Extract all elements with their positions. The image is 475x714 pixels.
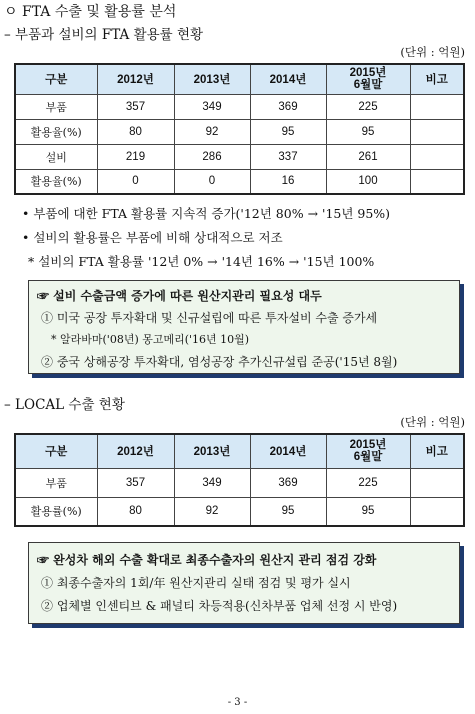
col-category: 구분 [15,434,97,468]
callout-title: ☞ 완성차 해외 수출 확대로 최종수출자의 원산지 관리 점검 강화 [37,553,377,567]
page-heading: ㅇ FTA 수출 및 활용률 분석 [4,4,177,20]
table-row: 활용률(%) 80 92 95 95 [15,497,464,526]
table-row: 부품 357 349 369 225 [15,94,464,119]
callout-note: * 알라바마('08년) 몽고메리('16년 10월) [51,333,250,346]
callout-title: ☞ 설비 수출금액 증가에 따른 원산지관리 필요성 대두 [37,289,322,303]
note-equipment-rate: * 설비의 FTA 활용률 '12년 0% → '14년 16% → '15년 100% [28,254,375,269]
callout-item: ① 미국 공장 투자확대 및 신규설립에 따른 투자설비 수출 증가세 [41,311,378,325]
page-number: - 3 - [227,697,248,708]
col-2015: 2015년 6월말 [326,434,410,468]
col-2012: 2012년 [97,434,174,468]
bullet-equipment-low: • 설비의 활용률은 부품에 비해 상대적으로 저조 [22,230,283,245]
callout-item: ② 중국 상해공장 투자확대, 염성공장 추가신규설립 준공('15년 8월) [41,355,398,369]
table-row: 부품 357 349 369 225 [15,468,464,497]
table-row: 활용율(%) 80 92 95 95 [15,119,464,144]
parts-equipment-table [14,63,465,195]
col-2014: 2014년 [250,64,326,94]
section1-title: – 부품과 설비의 FTA 활용률 현황 [4,27,204,43]
table-row: 설비 219 286 337 261 [15,144,464,169]
col-note: 비고 [410,64,464,94]
callout-item: ② 업체별 인센티브 & 패널티 차등적용(신차부품 업체 선정 시 반영) [41,599,398,613]
callout-box-equipment [28,280,460,374]
col-2015: 2015년 6월말 [326,64,410,94]
callout-item: ① 최종수출자의 1회/年 원산지관리 실태 점검 및 평가 실시 [41,576,351,590]
col-2014: 2014년 [250,434,326,468]
bullet-parts-trend: • 부품에 대한 FTA 활용률 지속적 증가('12년 80% → '15년 95%) [22,206,391,221]
col-note: 비고 [410,434,464,468]
section2-title: – LOCAL 수출 현황 [4,397,125,413]
table-row: 활용율(%) 0 0 16 100 [15,169,464,194]
callout-box-local [28,542,460,624]
local-export-table [14,433,465,527]
table-header-row [15,434,464,468]
section1-unit: (단위 : 억원) [400,45,465,59]
table-header-row [15,64,464,94]
col-category: 구분 [15,64,97,94]
col-2012: 2012년 [97,64,174,94]
col-2013: 2013년 [174,434,250,468]
col-2013: 2013년 [174,64,250,94]
section2-unit: (단위 : 억원) [400,415,465,429]
